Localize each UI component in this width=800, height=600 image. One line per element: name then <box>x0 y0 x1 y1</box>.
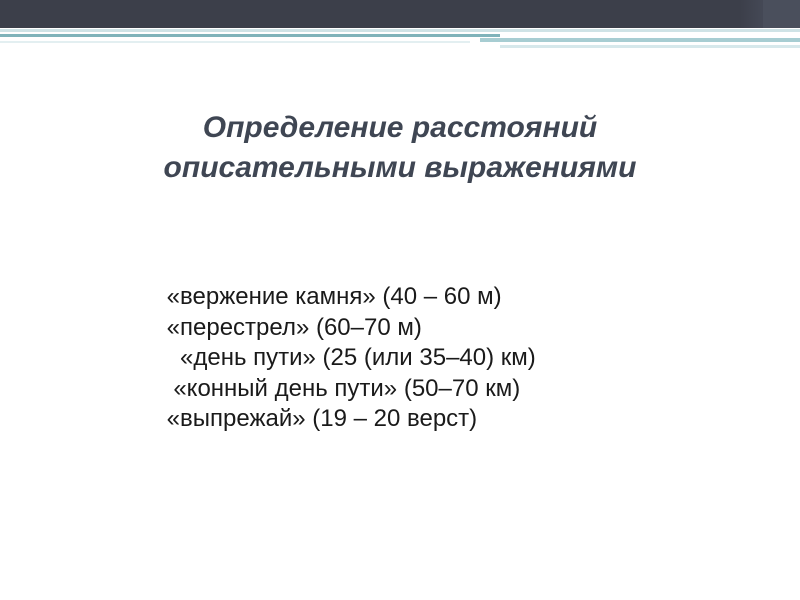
header-bevel <box>763 0 800 28</box>
accent-line <box>0 34 500 37</box>
accent-line <box>0 29 800 32</box>
accent-line <box>0 41 470 43</box>
accent-line <box>500 45 800 48</box>
slide-title <box>0 108 800 188</box>
distance-expressions-list <box>160 282 536 435</box>
slide-title-line-1: Определение расстояний <box>202 111 598 144</box>
list-item: «вержение камня» (40 – 60 м) <box>160 283 502 310</box>
list-item: «перестрел» (60–70 м) <box>160 313 422 341</box>
accent-line <box>480 38 800 42</box>
list-item: «день пути» (25 (или 35–40) км) <box>160 344 536 371</box>
header-band <box>0 0 800 28</box>
slide-title-line-2: описательными выражениями <box>163 151 637 184</box>
list-item: «конный день пути» (50–70 км) <box>160 374 521 402</box>
list-item: «выпрежай» (19 – 20 верст) <box>160 405 478 432</box>
